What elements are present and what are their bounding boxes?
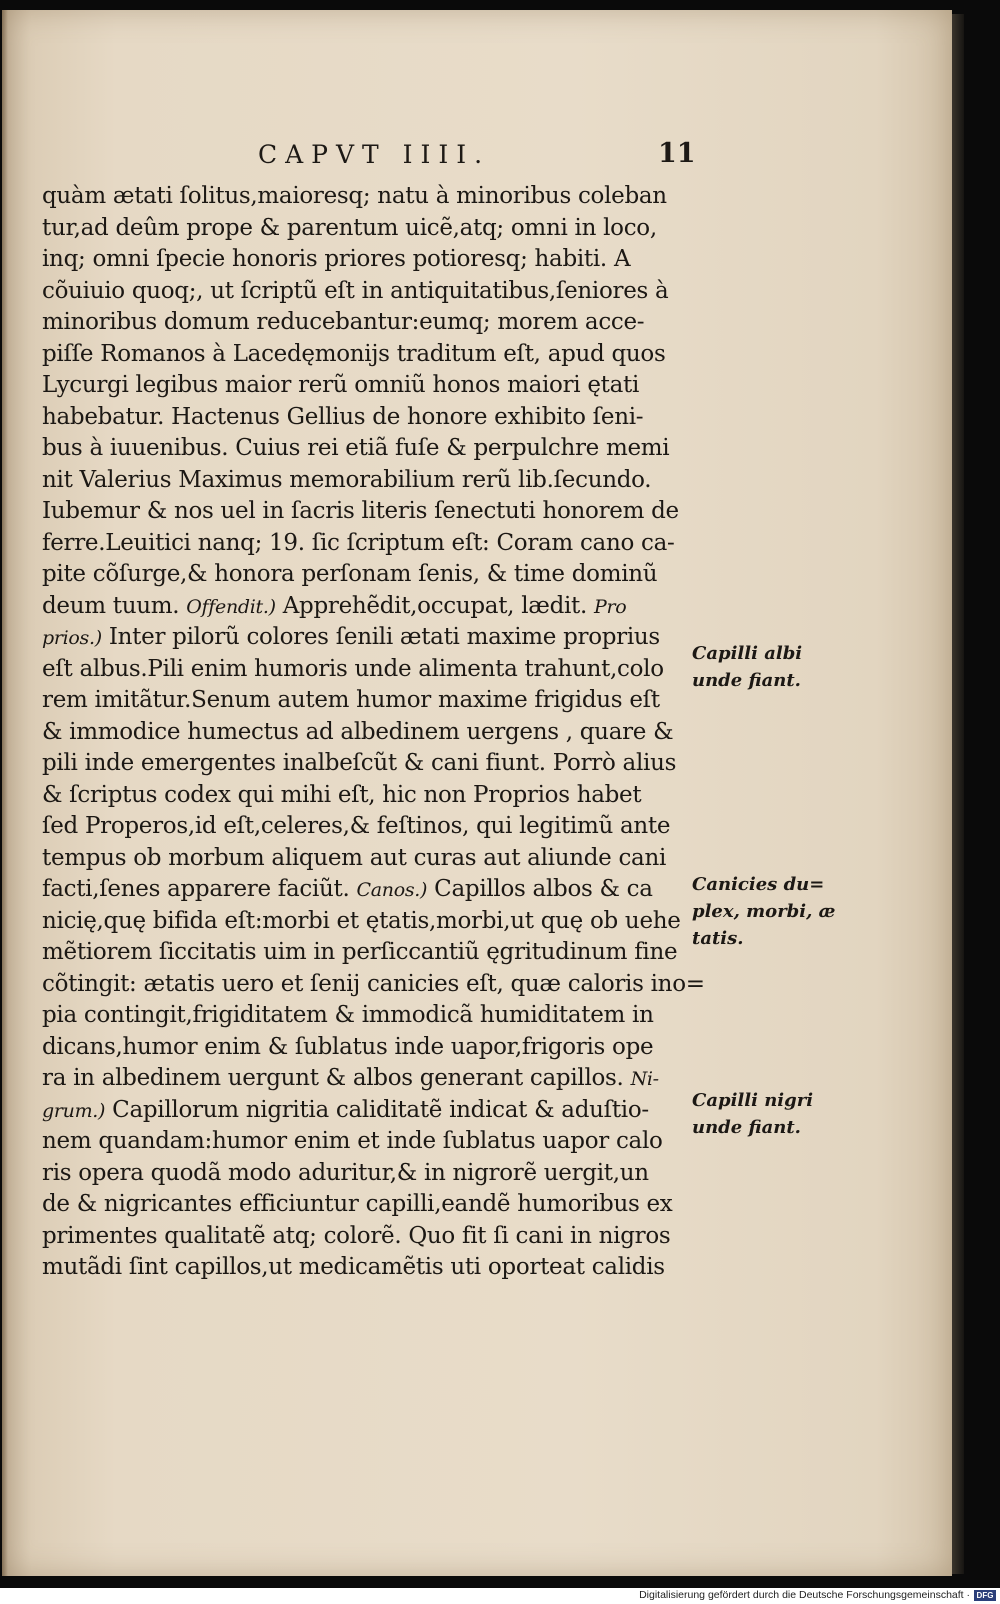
text-line: & immodice humectus ad albedinem uergens , quare & <box>42 718 674 745</box>
page-header <box>2 140 952 180</box>
lemma-offendit: Offendit.) <box>186 595 276 618</box>
text-line: mẽtiorem ſiccitatis uim in perſiccantiũ ęgritudinum fine <box>42 939 678 965</box>
body-text <box>42 181 705 1284</box>
footer-bar <box>0 1588 1000 1604</box>
text-line: Lycurgi legibus maior rerũ omniũ honos maiori ętati <box>42 372 640 398</box>
margin-note-line: plex, morbi, æ <box>692 901 836 922</box>
text-line: habebatur. Hactenus Gellius de honore exhibito ſeni- <box>42 403 644 430</box>
margin-note <box>692 1087 842 1141</box>
dfg-logo-icon: DFG <box>974 1590 996 1601</box>
funding-credit: Digitalisierung gefördert durch die Deutsche Forschungsgemeinschaft · <box>639 1589 970 1601</box>
text-line: tur,ad deûm prope & parentum uicẽ,atq; omni in loco, <box>42 214 657 241</box>
lemma-pro: Pro <box>594 595 627 618</box>
margin-note <box>692 640 842 694</box>
text-segment: deum tuum. <box>42 592 187 619</box>
text-line: bus à iuuenibus. Cuius rei etiã fuſe & perpulchre memi <box>42 435 670 461</box>
text-line: & ſcriptus codex qui mihi eſt, hic non Proprios habet <box>42 781 642 808</box>
running-head: CAPVT IIII. <box>258 140 491 169</box>
text-line: ſed Properos,id eſt,celeres,& feſtinos, qui legitimũ ante <box>42 813 671 839</box>
text-line: tempus ob morbum aliquem aut curas aut aliunde cani <box>42 844 667 871</box>
text-line <box>42 1095 702 1127</box>
margin-note <box>692 871 842 952</box>
text-line: pite cõſurge,& honora perſonam ſenis, & time dominũ <box>42 561 658 587</box>
text-line <box>42 622 702 654</box>
text-line <box>42 874 702 906</box>
margin-note-line: tatis. <box>692 928 744 949</box>
text-line: eſt albus.Pili enim humoris unde alimenta trahunt,colo <box>42 655 664 682</box>
text-line: piſſe Romanos à Lacedęmonijs traditum eſt, apud quos <box>42 340 666 367</box>
text-line <box>42 591 702 623</box>
lemma-ni: Ni- <box>630 1068 659 1090</box>
text-line: minoribus domum reducebantur:eumq; morem acce- <box>42 309 645 335</box>
text-line: Iubemur & nos uel in ſacris literis ſenectuti honorem de <box>42 498 679 524</box>
margin-note-line: Capilli nigri <box>692 1090 814 1111</box>
text-line: ferre.Leuitici nanq; 19. ſic ſcriptum eſt: Coram cano ca- <box>42 529 675 556</box>
text-line: primentes qualitatẽ atq; colorẽ. Quo fit ſi cani in nigros <box>42 1222 671 1249</box>
folio-number: 11 <box>658 138 696 169</box>
lemma-prios: prios.) <box>42 627 102 649</box>
text-line <box>42 1063 702 1095</box>
lemma-canos: Canos.) <box>356 879 428 901</box>
text-line: de & nigricantes efficiuntur capilli,eandẽ humoribus ex <box>42 1191 673 1217</box>
text-segment: ra in albedinem uergunt & albos generant capillos. <box>42 1065 631 1091</box>
text-line: nit Valerius Maximus memorabilium rerũ lib.ſecundo. <box>42 466 652 493</box>
text-line: ris opera quodã modo aduritur,& in nigrorẽ uergit,un <box>42 1159 649 1186</box>
text-line: rem imitãtur.Senum autem humor maxime frigidus eſt <box>42 687 660 713</box>
text-line: inq; omni ſpecie honoris priores potioresq; habiti. A <box>42 246 631 272</box>
text-line: nicię,quę bifida eſt:morbi et ętatis,morbi,ut quę ob uehe <box>42 907 681 934</box>
lemma-grum: grum.) <box>42 1099 106 1122</box>
text-segment: Inter pilorũ colores ſenili ætati maxime proprius <box>101 624 660 650</box>
margin-note-line: Canicies du= <box>692 874 825 895</box>
gloss-text: Capillorum nigritia caliditatẽ indicat & aduſtio- <box>105 1096 649 1123</box>
text-line: pia contingit,frigiditatem & immodicã humiditatem in <box>42 1002 654 1028</box>
text-line: cõtingit: ætatis uero et ſenij canicies eſt, quæ caloris ino= <box>42 970 705 997</box>
gloss-text: Capillos albos & ca <box>427 876 653 902</box>
text-line: pili inde emergentes inalbeſcũt & cani fiunt. Porrò alius <box>42 750 677 776</box>
page-edge <box>952 14 964 1574</box>
text-segment: facti,ſenes apparere faciũt. <box>42 876 357 902</box>
margin-note-line: unde fiant. <box>692 1117 801 1138</box>
text-line: mutãdi ſint capillos,ut medicamẽtis uti oporteat calidis <box>42 1254 665 1280</box>
text-line: quàm ætati ſolitus,maioresq; natu à minoribus coleban <box>42 183 667 209</box>
text-line: cõuiuio quoq;, ut ſcriptũ eſt in antiquitatibus,ſeniores à <box>42 277 669 304</box>
text-line: dicans,humor enim & ſublatus inde uapor,frigoris ope <box>42 1033 654 1060</box>
text-line: nem quandam:humor enim et inde ſublatus uapor calo <box>42 1128 663 1154</box>
book-page <box>2 10 952 1576</box>
margin-note-line: Capilli albi <box>692 643 803 664</box>
margin-note-line: unde fiant. <box>692 670 801 691</box>
gloss-text: Apprehẽdit,occupat, lædit. <box>275 592 595 619</box>
